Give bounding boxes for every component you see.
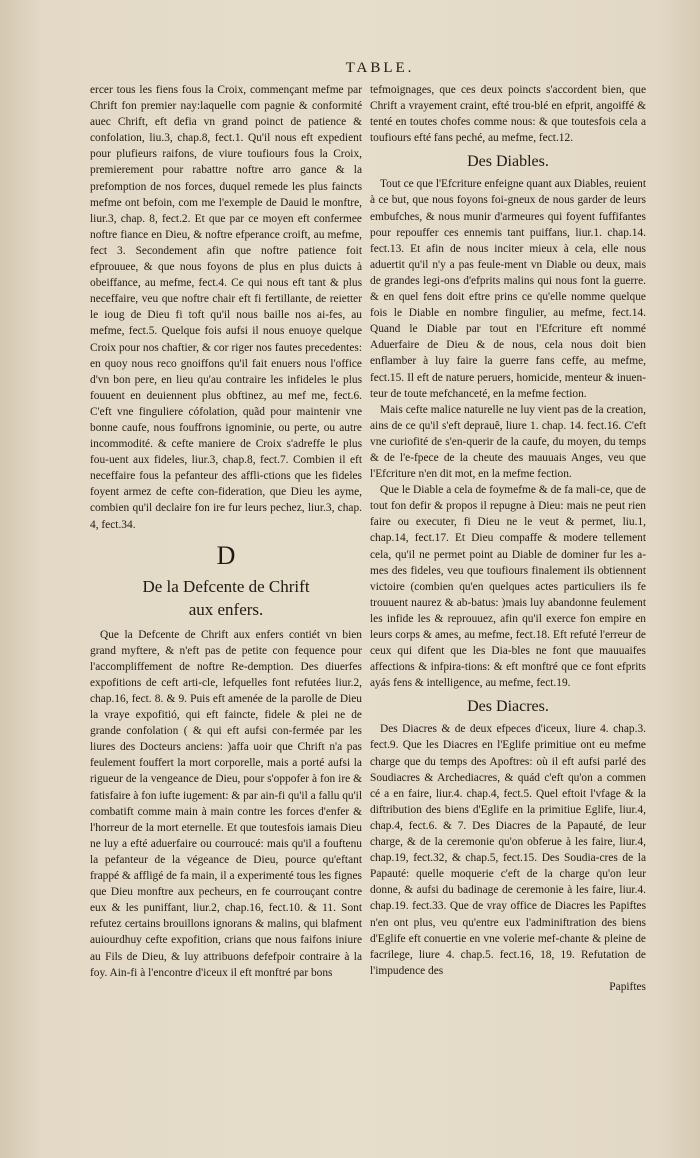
left-column <box>90 82 362 981</box>
section-letter: D <box>216 540 236 570</box>
running-head: TABLE. <box>345 60 415 76</box>
section-title-line1: De la Defcente de Chrift <box>142 576 310 596</box>
entry-diables-1: Tout ce que l'Efcriture enfeigne quant aux Diables, reuient à ce but, que nous foyons foi-gneux de nous garder de leurs embufches, & nous munir d'armeures qui foyent fuffifantes pour repouffer ces ennemis tant puiffans, liur.1. chap.14. fect.13. Et afin de nous inciter mieux à cela, elle nous aduertit qu'il n'y a pas feule-ment vn Diable ou deux, mais de grandes legi-ons d'efprits malins qui nous font la guerre. & en quel fens doit eftre prins ce qu'elle nomme quelque fois le Diable en nombre fingulier, au mefme, fect.14. Quand le Diable par tout en l'Efcriture eft nommé Aduerfaire de Dieu & de nous, cela nous doit bien enflamber à luy faire la guerre fans ceffe, au mefme, fect.15. Il eft de nature peruers, homicide, menteur & inuen-teur de toute mefchanceté, en la mefme fection. <box>370 178 646 400</box>
entry-descente: Que la Defcente de Chrift aux enfers contiét vn bien grand myftere, & n'eft pas de petite con fequence pour l'accompliffement de noftre Re-demption. Des diuerfes expofitions de ceft arti-cle, lefquelles font refutées liur.2, chap.16, fect. 8. & 9. Puis eft amenée de la parolle de Dieu la vraye expofitió, qui eft faincte, fidele & plei ne de grande confolation ( & qui eft aufsi con-fermée par les liures des Docteurs anciens: )affa uoir que Chrift n'a pas feulement fouffert la mort corporelle, mais a porté aufsi la rigueur de la vengeance de Dieu, pour s'oppofer à fon ire & fatisfaire à fon iufte iugement: & par ain-fi qu'il a fallu qu'il combatift comme main à main contre les forces d'enfer & l'horreur de la mort eternelle. Et que toutesfois iamais Dieu ne luy a efté aduerfaire ou courroucé: mais qu'il a fouftenu la pefanteur de la végeance de Dieu, pource qu'eftant frappé & affligé de fa main, il a experimenté tous les fignes que Dieu monftre aux pecheurs, en fe courrouçant contre eux & les puniffant, liur.2, chap.16, fect.10. & 11. Sont refutez certains brouillons ignorans & malins, qui blafment auiourdhuy cefte expofition, crians que nous faifons iniure au Fils de Dieu, & luy attribuons defefpoir contraire à la foy. Ain-fi à l'encontre d'iceux il eft monftré par bons <box>90 628 363 979</box>
entry-diables-2: Mais cefte malice naturelle ne luy vient pas de la creation, ains de ce qu'il s'eft deprauê, liure 1. chap. 14. fect.16. C'eft vne curiofité de s'en-querir de la caufe, du moyen, du temps & de l'e-fpece de la cheute des mauuais Anges, veu que l'Efcriture n'en dit mot, en la mefme fection. <box>370 403 646 481</box>
heading-diables: Des Diables. <box>467 153 549 171</box>
entry-descente-continued: tefmoignages, que ces deux poincts s'accordent bien, que Chrift a vrayement craint, efté trou-blé en efprit, angoiffé & tenté en toutes chofes comme nous: & que toutesfois cela a toufiours efté fans peché, au mefme, fect.12. <box>370 84 646 145</box>
entry-diacres: Des Diacres & de deux efpeces d'iceux, liure 4. chap.3. fect.9. Que les Diacres en l'Eglife primitiue ont eu mefme charge que du temps des Apoftres: où il eft aufsi parlé des Soudiacres & Archediacres, & quád c'eft qu'on a commen cé a en faire, liur.4. chap.4, fect.5. Quel eftoit l'vfage & la diftribution des biens d'Eglife en la primitiue Eglife, liur.4, chap.4, fect.6. & 7. Des Diacres de la Papauté, de leur charge, & de la ceremonie qu'on obferue à les faire, liur.4, chap.19, fect.32, & chap.5, fect.15. Des Soudia-cres de la Papauté: quelle moquerie c'eft de la charge qu'on leur donne, & aufsi du badinage de ceremonie à les faire, liur.4. chap.19. fect.33. Que de vray office de Diacres les Papiftes n'en ont plus, veu qu'entre eux l'adminiftration des biens d'Eglife eft conuertie en vne volerie mef-chante & pleine de facrilege, liure 4. chap.5. fect.16, 18, 19. Refutation de l'impudence des <box>370 723 646 977</box>
entry-diables-3: Que le Diable a cela de foymefme & de fa mali-ce, que de tout fon defir & propos il repugne à Dieu: mais ne peut rien faire ou executer, fi Dieu ne le veut & permet, liu.1, chap.14, fect.17. Et Dieu compaffe & modere tellement cela, qu'il ne permet point au Diable de dominer fur les a-mes des fideles, veu que toufiours finalement ils obtiennent victoire (combien qu'en quelques actes particuliers ils fe trouuent naurez & ab-batus: )mais luy abandonne feulement les infide les & reprouuez, afin qu'il exerce fon empire en leurs corps & ames, au mefme, fect.18. Eft refuté l'erreur de ceux qui difent que les Dia-bles ne font que mauuaifes affections & infpira-tions: & eft monftré que ce font efprits ayás fens & intelligence, au mefme, fect.19. <box>370 484 646 690</box>
right-column <box>370 82 646 995</box>
entry-croix-continued: ercer tous les fiens fous la Croix, commençant mefme par Chrift fon premier nay:laquelle com pagnie & conformité auec Chrift, eft defia vn grand poinct de patience & confolation, liu.3, chap.8, fect.1. Qu'il nous eft expedient pour plufieurs raifons, de viure toufiours fous la Croix, premierement pour rabattre noftre arro gance & la prefomption de nos forces, duquel remede les plus faincts mefme ont befoin, com me l'exemple de Dauid le monftre, liur.3, chap. 8, fect.2. Et que par ce moyen eft confermee noftre fiance en Dieu, & noftre efperance croift, au mefme, fect 3. Secondement afin que noftre patience foit efprouuee, & que nous foyons de plus en plus duicts à obeiffance, au mefme, fect.4. Ce qui nous eft tant & plus neceffaire, veu que noftre chair eft fi fertillante, de reietter le ioug de Dieu fi toft qu'il nous baille nos ai-fes, au mefme, fect.5. Quelque fois aufsi il nous enuoye quelque Croix pour nos chaftier, & cor riger nos fautes precedentes: en quoy nous reco gnoiffons qu'il fait enuers nous l'office d'vn bon pere, en lieu qu'au contraire les infideles le plus fouuent en deuiennent plus obftinez, au mef me, fect.6. C'eft vne finguliere cófolation, quãd pour maintenir vne bonne caufe, nous fouffrons ignominie, ou perte, ou autre incommodité. & cefte maniere de Croix s'adreffe le plus fou-uent aux fideles, liur.3, chap.8, fect.7. Combien il eft neceffaire fous la pefanteur des affli-ctions que les fideles foyent armez de cefte con-fideration, que Dieu les ayme, combien qu'il declaire fon ire fur leurs pechez, liur.3, chap. 4, fect.34. <box>90 84 362 531</box>
section-title-descente <box>90 575 362 621</box>
heading-diacres: Des Diacres. <box>467 698 549 716</box>
catchword: Papiftes <box>609 980 646 993</box>
section-title-line2: aux enfers. <box>188 599 264 619</box>
